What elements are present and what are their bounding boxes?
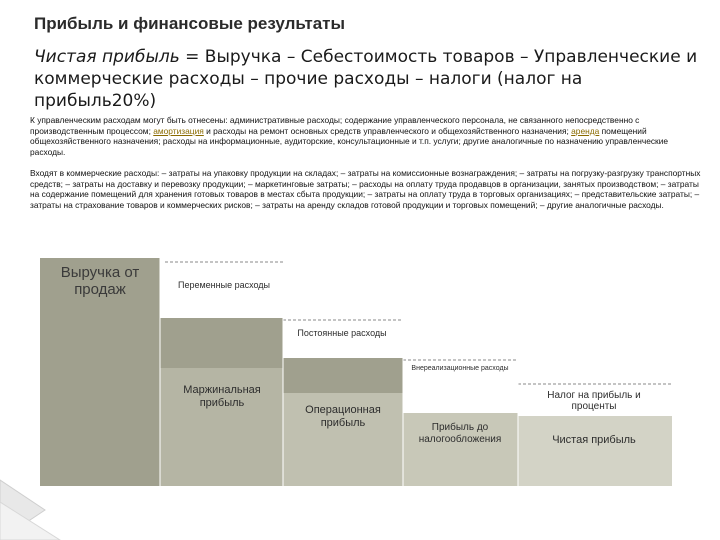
para1-text-c: помещений общехозяйственного назначения; расходы на информационные, аудиторские, консультационные и т.п. услуги; другие аналогичные по назначению управленческие расходы.: [30, 125, 669, 157]
label-revenue: Выручка от продаж: [60, 264, 140, 298]
label-profit-before-tax: Прибыль до налогообложения: [418, 422, 502, 445]
block-net-profit: [518, 416, 672, 486]
label-net-profit: Чистая прибыль: [552, 434, 636, 446]
label-operating-profit: Операционная прибыль: [305, 404, 381, 429]
label-marginal-profit: Маржинальная прибыль: [183, 384, 261, 409]
page-title: Прибыль и финансовые результаты: [34, 14, 345, 33]
formula-lead: Чистая прибыль: [34, 47, 180, 67]
label-tax-interest: Налог на прибыль и проценты: [547, 390, 641, 412]
label-variable-costs: Переменные расходы: [177, 280, 271, 290]
link-rent[interactable]: аренда: [571, 125, 600, 136]
label-other-costs: Внереализационные расходы: [411, 365, 509, 372]
profit-waterfall-diagram: [40, 258, 672, 486]
label-fixed-costs: Постоянные расходы: [297, 328, 387, 338]
paragraph-management-costs: [30, 115, 702, 157]
corner-arrow-icon: [0, 450, 80, 540]
para1-text-b: и расходы на ремонт основных средств управленческого и общехозяйственного назначения;: [203, 125, 572, 136]
formula: [34, 46, 704, 112]
paragraph-commercial-costs: Входят в коммерческие расходы: – затраты на упаковку продукции на складах; – затраты на комиссионные вознаграждения; – затраты на погрузку-разгрузку транспортных средств; – затраты на доставку и перевозку продукции; – маркетинговые затраты; – расходы на оплату труда продавцов в организации, занятых производством; – затраты на содержание помещений для хранения готовых товаров в местах сбыта продукции; – затраты на оплату труда в торговых организациях; – представительские затраты; – затраты на страхование товаров и коммерческих рисков; – затраты на аренду складов готовой продукции и торговых помещений; – другие аналогичные расходы.: [30, 168, 701, 210]
para1-text-a: К управленческим расходам могут быть отнесены: административные расходы; содержание управленческого персонала, не связанного непосредственно с производственным процессом;: [30, 115, 640, 136]
formula-rest: = Выручка – Себестоимость товаров – Управленческие и коммерческие расходы – прочие расходы – налоги (налог на прибыль20%): [34, 47, 698, 111]
link-amortization[interactable]: амортизация: [153, 125, 204, 136]
